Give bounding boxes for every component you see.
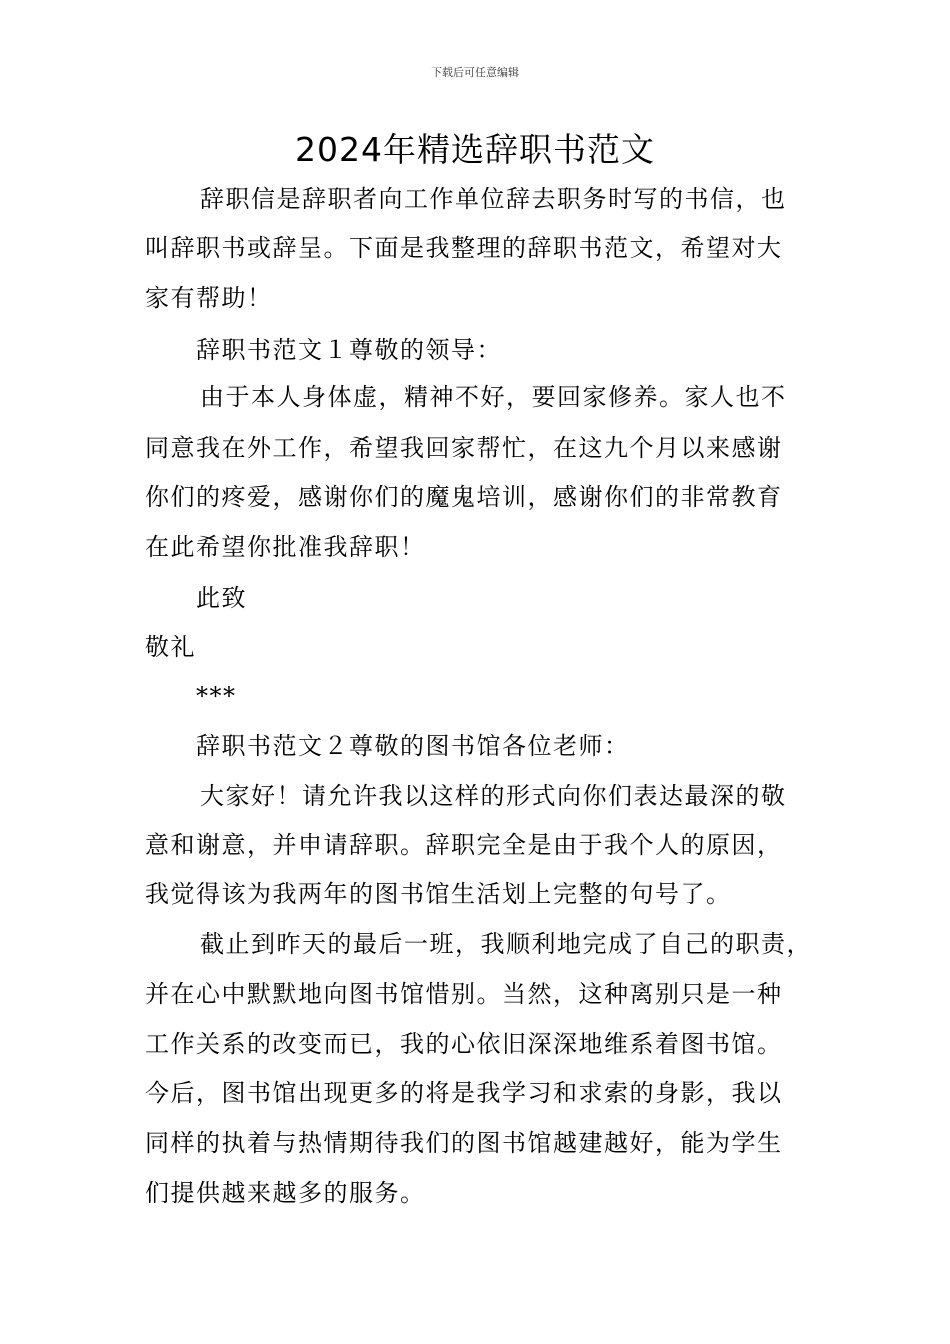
section-heading: 辞职书范文１尊敬的领导： [196, 336, 502, 364]
body-line: 你们的疼爱，感谢你们的魔鬼培训，感谢你们的非常教育 [145, 483, 783, 511]
body-line: 在此希望你批准我辞职！ [145, 533, 426, 561]
body-line: 工作关系的改变而已，我的心依旧深深地维系着图书馆。 [145, 1030, 783, 1058]
body-line: 辞职信是辞职者向工作单位辞去职务时写的书信，也 [200, 185, 787, 213]
body-line: 今后，图书馆出现更多的将是我学习和求索的身影，我以 [145, 1079, 783, 1107]
body-line: 同意我在外工作，希望我回家帮忙，在这九个月以来感谢 [145, 434, 783, 462]
body-line: 意和谢意，并申请辞职。辞职完全是由于我个人的原因， [145, 831, 783, 859]
body-line: 大家好！请允许我以这样的形式向你们表达最深的敬 [200, 782, 787, 810]
body-line: 叫辞职书或辞呈。下面是我整理的辞职书范文，希望对大 [145, 234, 783, 262]
body-line: 由于本人身体虚，精神不好，要回家修养。家人也不 [200, 383, 787, 411]
section-heading: 辞职书范文２尊敬的图书馆各位老师： [196, 732, 630, 760]
body-line: 家有帮助！ [145, 284, 273, 312]
body-line: 我觉得该为我两年的图书馆生活划上完整的句号了。 [145, 880, 732, 908]
body-line: 们提供越来越多的服务。 [145, 1179, 426, 1207]
body-line: 同样的执着与热情期待我们的图书馆越建越好，能为学生 [145, 1129, 783, 1157]
page-header: 下载后可任意编辑 [431, 66, 519, 79]
body-line: 并在心中默默地向图书馆惜别。当然，这种离别只是一种 [145, 980, 783, 1008]
body-line: 截止到昨天的最后一班，我顺利地完成了自己的职责， [200, 930, 812, 958]
document-title: 2024年精选辞职书范文 [295, 130, 655, 169]
closing-line: 此致 [196, 584, 247, 612]
signature-placeholder: *** [196, 682, 237, 710]
closing-line: 敬礼 [145, 633, 196, 661]
